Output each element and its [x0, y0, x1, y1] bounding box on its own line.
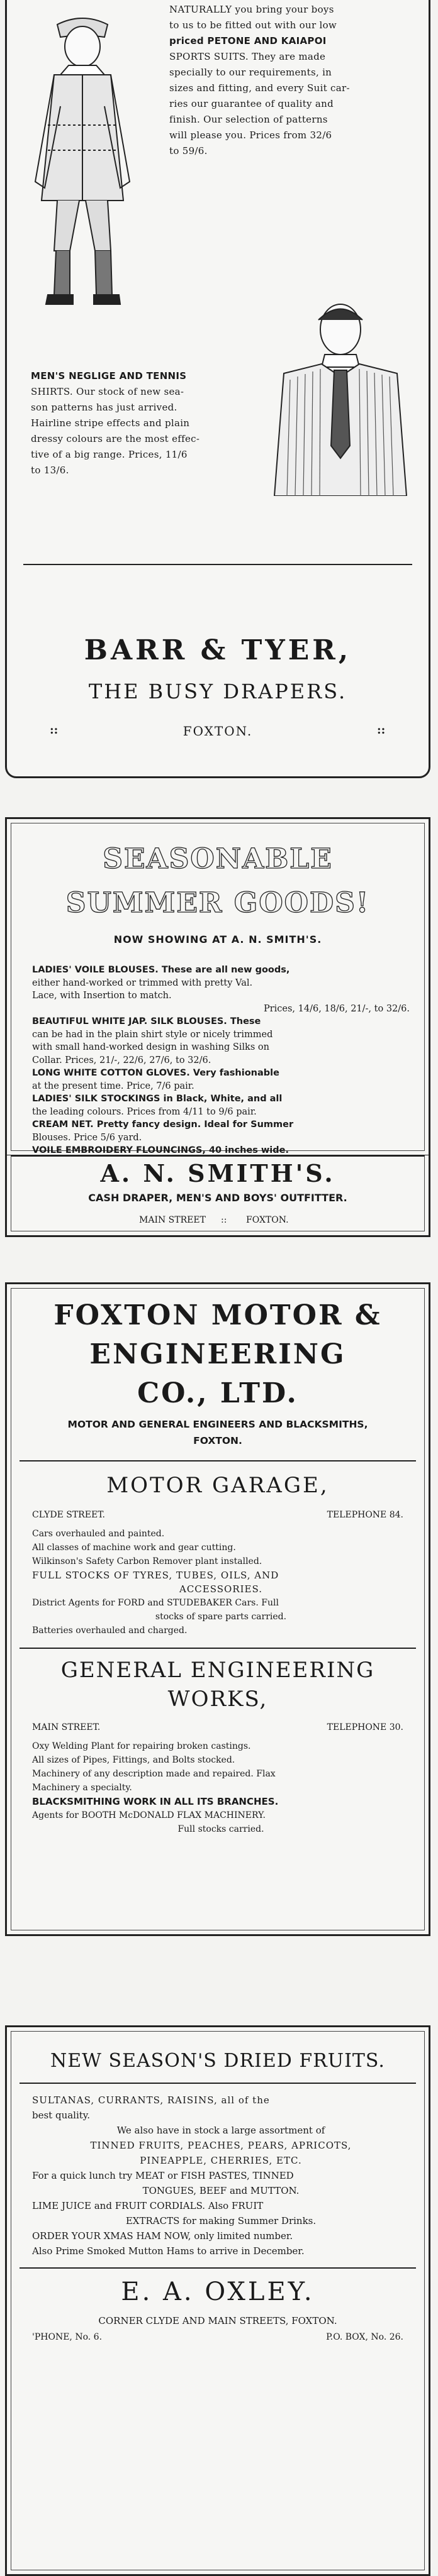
divider	[20, 1648, 416, 1649]
oxley-firm-name: E. A. OXLEY.	[121, 2277, 315, 2306]
seasonable-title: SEASONABLE	[103, 843, 333, 875]
firm-town: FOXTON.	[182, 724, 253, 739]
garage-street: CLYDE STREET.	[32, 1510, 105, 1520]
smiths-firm-name: A. N. SMITH'S.	[100, 1159, 335, 1187]
works-title-line-2: WORKS,	[167, 1687, 268, 1712]
garage-services: Cars overhauled and painted. All classes of machine work and gear cutting. Wilkinson's Safety Carbon Remover plant installed. FULL STOCKS OF TYRES, TUBES, OILS, AND ACCESSORIES. District Agents for FORD and STUDEBAKER Cars. Full stocks of spare parts carried. Batteries overhauled and charged.	[32, 1529, 287, 1636]
motor-subtitle-town: FOXTON.	[193, 1435, 242, 1446]
motor-title-line-1: FOXTON MOTOR &	[53, 1299, 382, 1331]
summer-goods-title: SUMMER GOODS!	[65, 887, 370, 919]
sports-suits-text: NATURALLY you bring your boys to us to be fitted out with our low priced PETONE AND KAIAPOI SPORTS SUITS. They are made specially to our requirements, in sizes and fitting, and every Suit car- ries our guarantee of quality and finish. Our selection of patterns will please you. Prices from 32/6 to 59/6.	[169, 4, 350, 157]
garage-phone: TELEPHONE 84.	[327, 1510, 403, 1520]
works-title-line-1: GENERAL ENGINEERING	[60, 1658, 375, 1683]
works-phone: TELEPHONE 30.	[327, 1722, 403, 1732]
divider	[20, 2267, 416, 2269]
boy-in-sports-suit-illustration	[20, 0, 149, 314]
tennis-shirts-text: MEN'S NEGLIGE AND TENNIS SHIRTS. Our stock of new sea- son patterns has just arrived. Hairline stripe effects and plain dressy colours are the most effec- tive of a big range. Prices, 11/6 to 13/6.	[31, 370, 200, 476]
works-services: Oxy Welding Plant for repairing broken castings. All sizes of Pipes, Fittings, and Bolts stocked. Machinery of any description made and repaired. Flax Machinery a specialty. BLACKSMITHING WORK IN ALL ITS BRANCHES. Agents for BOOTH McDONALD FLAX MACHINERY. Full stocks carried.	[32, 1741, 279, 1834]
dried-fruits-title: NEW SEASON'S DRIED FRUITS.	[50, 2050, 385, 2072]
divider	[20, 1460, 416, 1461]
smiths-town: FOXTON.	[246, 1215, 289, 1225]
now-showing-subtitle: NOW SHOWING AT A. N. SMITH'S.	[113, 933, 322, 945]
man-in-striped-shirt-illustration	[259, 295, 422, 496]
motor-title-line-2: ENGINEERING	[89, 1338, 346, 1370]
divider	[23, 564, 412, 565]
oxley-po-box: P.O. BOX, No. 26.	[326, 2332, 403, 2342]
goods-list: LADIES' VOILE BLOUSES. These are all new goods, either hand-worked or trimmed with pretty Val. Lace, with Insertion to match. Prices, 14/6, 18/6, 21/-, to 32/6. BEAUTIFUL WHITE JAP. SILK BLOUSES. These can be had in the plain shirt style or nicely trimmed with small hand-worked design in washing Silks on Collar. Prices, 21/-, 22/6, 27/6, to 32/6. LONG WHITE COTTON GLOVES. Very fashionable at the present time. Price, 7/6 pair. LADIES' SILK STOCKINGS in Black, White, and all the leading colours. Prices from 4/11 to 9/6 pair. CREAM NET. Pretty fancy design. Ideal for Summer Blouses. Price 5/6 yard. VOILE EMBROIDERY FLOUNCINGS, 40 inches wide.	[32, 965, 410, 1155]
an-smiths-advertisement	[5, 817, 430, 1157]
smiths-street: MAIN STREET	[139, 1215, 206, 1225]
oxley-phone: 'PHONE, No. 6.	[32, 2332, 103, 2342]
firm-tagline: THE BUSY DRAPERS.	[88, 680, 347, 703]
smiths-separator: ::	[221, 1215, 227, 1225]
an-smiths-footer	[5, 1155, 430, 1237]
barr-tyer-advertisement	[5, 0, 430, 778]
oxley-advertisement	[5, 2025, 430, 2576]
smiths-tagline: CASH DRAPER, MEN'S AND BOYS' OUTFITTER.	[88, 1192, 347, 1204]
foxton-motor-advertisement	[5, 1282, 430, 1936]
groceries-list: SULTANAS, CURRANTS, RAISINS, all of the best quality. We also have in stock a large assortment of TINNED FRUITS, PEACHES, PEARS, APRICOTS, PINEAPPLE, CHERRIES, ETC. For a quick lunch try MEAT or FISH PASTES, TINNED TONGUES, BEEF and MUTTON. LIME JUICE and FRUIT CORDIALS. Also FRUIT EXTRACTS for making Summer Drinks. ORDER YOUR XMAS HAM NOW, only limited number. Also Prime Smoked Mutton Hams to arrive in December.	[32, 2094, 352, 2257]
works-street: MAIN STREET.	[32, 1722, 101, 1732]
divider	[20, 2083, 416, 2084]
colon-right: ::	[377, 724, 386, 737]
oxley-address: CORNER CLYDE AND MAIN STREETS, FOXTON.	[98, 2315, 337, 2326]
motor-subtitle: MOTOR AND GENERAL ENGINEERS AND BLACKSMITHS,	[67, 1419, 368, 1430]
firm-name: BARR & TYER,	[84, 634, 352, 666]
motor-garage-title: MOTOR GARAGE,	[106, 1473, 329, 1498]
colon-left: ::	[50, 724, 59, 737]
motor-title-line-3: CO., LTD.	[137, 1377, 298, 1409]
